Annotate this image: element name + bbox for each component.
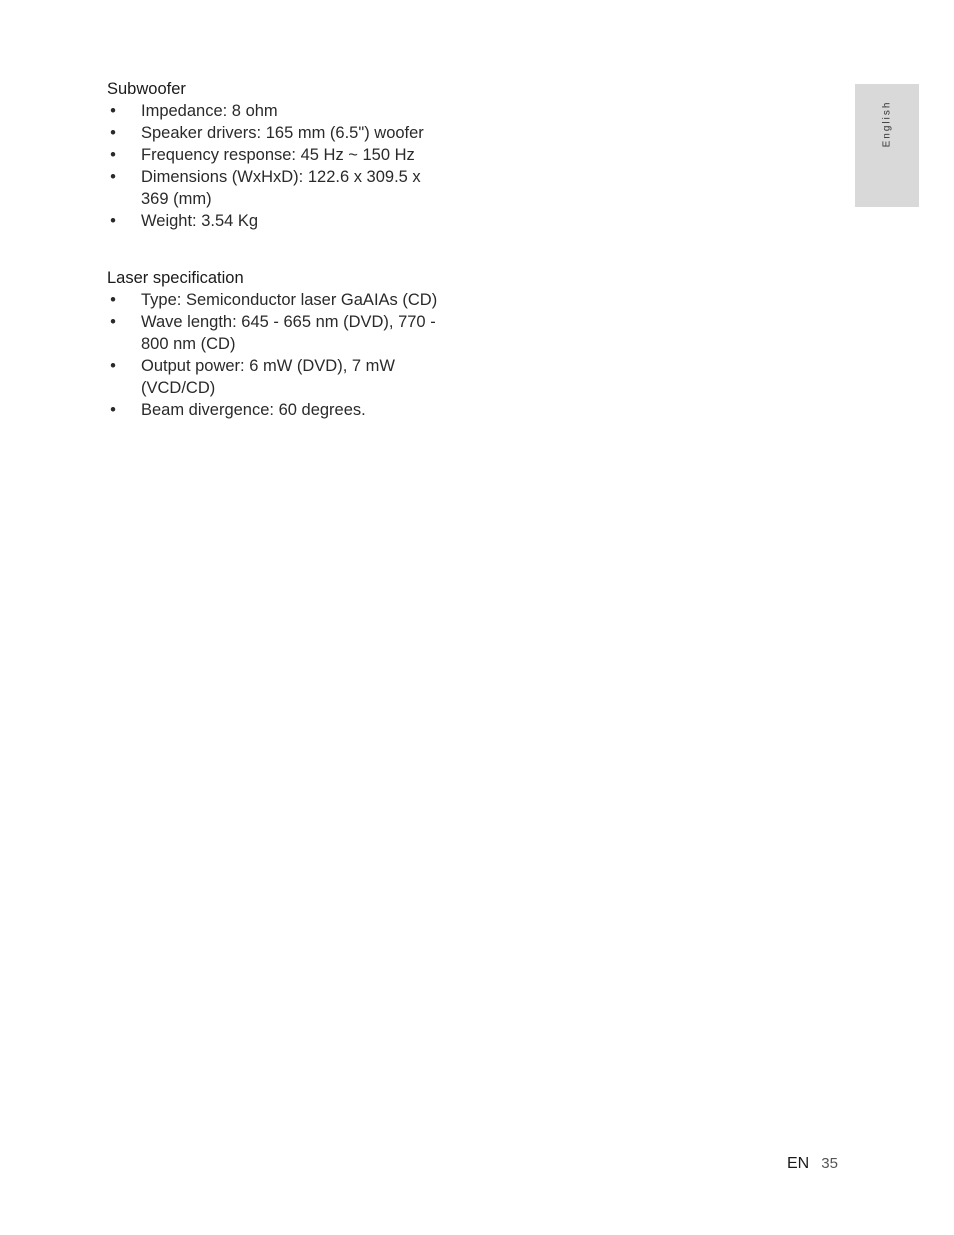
spec-text: Weight: 3.54 Kg — [141, 212, 259, 230]
bullet-icon: • — [110, 212, 116, 230]
section-heading-laser: Laser specification — [107, 269, 244, 287]
page-number: 35 — [821, 1155, 838, 1172]
bullet-icon: • — [110, 124, 116, 142]
list-item — [107, 399, 452, 421]
spec-text: Frequency response: 45 Hz ~ 150 Hz — [141, 146, 415, 164]
bullet-icon: • — [110, 146, 116, 164]
spec-text: Impedance: 8 ohm — [141, 102, 278, 120]
subwoofer-spec-list — [107, 100, 452, 232]
list-item — [107, 166, 452, 210]
list-item — [107, 100, 452, 122]
language-tab-label: English — [881, 100, 893, 147]
subwoofer-section — [107, 78, 452, 232]
list-item — [107, 289, 452, 311]
spec-text: Speaker drivers: 165 mm (6.5") woofer — [141, 124, 424, 142]
section-heading-subwoofer: Subwoofer — [107, 80, 186, 98]
bullet-icon: • — [110, 168, 116, 186]
laser-section — [107, 267, 452, 421]
bullet-icon: • — [110, 401, 116, 419]
list-item — [107, 210, 452, 232]
list-item — [107, 122, 452, 144]
spec-text: Dimensions (WxHxD): 122.6 x 309.5 x 369 (mm) — [141, 168, 421, 208]
language-tab — [855, 84, 919, 207]
spec-text: Beam divergence: 60 degrees. — [141, 401, 366, 419]
spec-text: Output power: 6 mW (DVD), 7 mW (VCD/CD) — [141, 357, 395, 397]
laser-spec-list — [107, 289, 452, 421]
spec-text: Type: Semiconductor laser GaAIAs (CD) — [141, 291, 438, 309]
list-item — [107, 311, 452, 355]
footer-language-code: EN — [787, 1155, 810, 1172]
page-footer — [787, 1154, 838, 1174]
list-item — [107, 144, 452, 166]
bullet-icon: • — [110, 291, 116, 309]
bullet-icon: • — [110, 313, 116, 331]
bullet-icon: • — [110, 102, 116, 120]
bullet-icon: • — [110, 357, 116, 375]
list-item — [107, 355, 452, 399]
spec-text: Wave length: 645 - 665 nm (DVD), 770 - 800 nm (CD) — [141, 313, 436, 353]
